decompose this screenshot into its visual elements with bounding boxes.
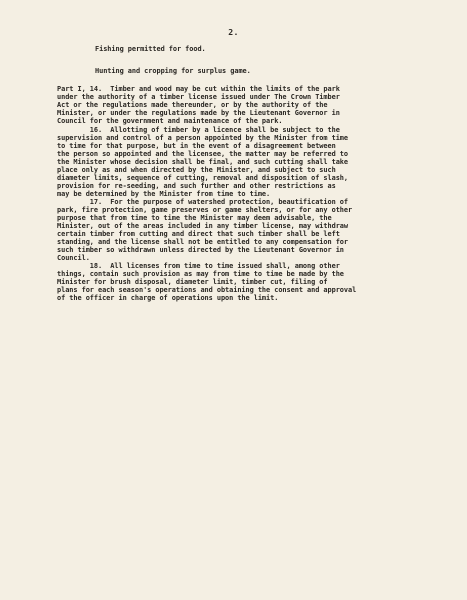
- text-line: to time for that purpose, but in the event of a disagreement between: [57, 142, 336, 150]
- text-line: plans for each season's operations and obtaining the consent and approval: [57, 286, 357, 294]
- text-line: Minister, out of the areas included in any timber license, may withdraw: [57, 222, 348, 230]
- page-number: 2.: [228, 27, 239, 37]
- text-line: Council for the government and maintenance of the park.: [57, 117, 283, 125]
- text-line: under the authority of a timber license issued under The Crown Timber: [57, 93, 340, 101]
- text-line: diameter limits, sequence of cutting, removal and disposition of slash,: [57, 174, 348, 182]
- text-line: certain timber from cutting and direct that such timber shall be left: [57, 230, 340, 238]
- text-line: the person so appointed and the licensee, the matter may be referred to: [57, 150, 348, 158]
- text-line: purpose that from time to time the Minister may deem advisable, the: [57, 214, 332, 222]
- text-line: Minister for brush disposal, diameter limit, timber cut, filing of: [57, 278, 328, 286]
- text-line: Council.: [57, 254, 90, 262]
- text-line: Minister, or under the regulations made by the Lieutenant Governor in: [57, 109, 340, 117]
- text-line: 17. For the purpose of watershed protection, beautification of: [57, 198, 348, 206]
- text-line: 16. Allotting of timber by a licence shall be subject to the: [57, 126, 340, 134]
- text-line: Act or the regulations made thereunder, or by the authority of the: [57, 101, 328, 109]
- text-line: 18. All licenses from time to time issued shall, among other: [57, 262, 340, 270]
- text-line: may be determined by the Minister from time to time.: [57, 190, 271, 198]
- text-line: the Minister whose decision shall be final, and such cutting shall take: [57, 158, 348, 166]
- heading-hunting: Hunting and cropping for surplus game.: [95, 67, 251, 75]
- text-line: place only as and when directed by the Minister, and subject to such: [57, 166, 336, 174]
- text-line: supervision and control of a person appointed by the Minister from time: [57, 134, 348, 142]
- text-line: things, contain such provision as may from time to time be made by the: [57, 270, 344, 278]
- text-line: of the officer in charge of operations upon the limit.: [57, 294, 279, 302]
- text-line: such timber so withdrawn unless directed by the Lieutenant Governor in: [57, 246, 344, 254]
- heading-fishing: Fishing permitted for food.: [95, 45, 206, 53]
- text-line: standing, and the license shall not be entitled to any compensation for: [57, 238, 348, 246]
- text-line: park, fire protection, game preserves or game shelters, or for any other: [57, 206, 353, 214]
- text-line: provision for re-seeding, and such further and other restrictions as: [57, 182, 336, 190]
- text-line: Part I, 14. Timber and wood may be cut within the limits of the park: [57, 85, 340, 93]
